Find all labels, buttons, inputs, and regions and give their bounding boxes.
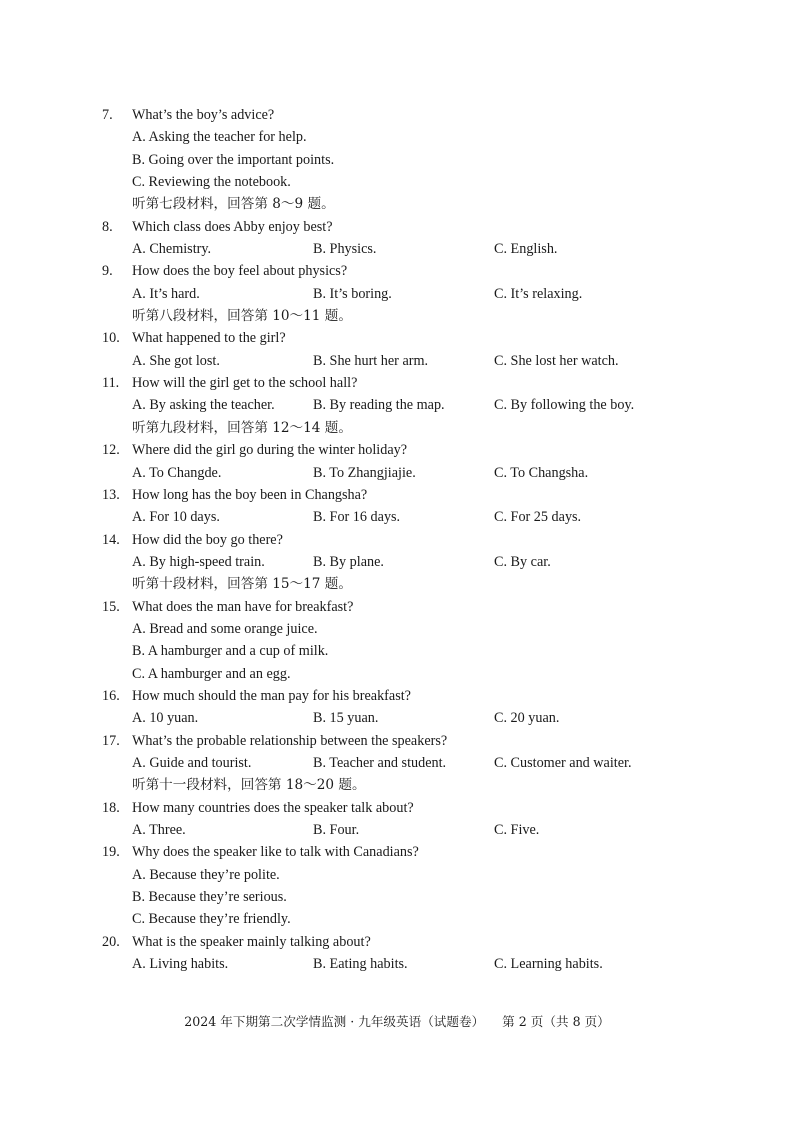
section-instruction-text: 听第九段材料，回答第 12～14 题。 bbox=[132, 419, 352, 436]
option-b: B. By reading the map. bbox=[313, 397, 445, 414]
options-row bbox=[0, 953, 794, 975]
question-stem bbox=[0, 372, 794, 394]
question-number: 12. bbox=[102, 442, 120, 459]
question-text: How much should the man pay for his breakfast? bbox=[132, 687, 411, 704]
options-row bbox=[0, 238, 794, 260]
option-b: B. Eating habits. bbox=[313, 956, 408, 973]
question-number: 17. bbox=[102, 732, 120, 749]
section-instruction-text: 听第七段材料，回答第 8～9 题。 bbox=[132, 196, 335, 213]
question-stem bbox=[0, 529, 794, 551]
question-stem bbox=[0, 439, 794, 461]
question-stem bbox=[0, 730, 794, 752]
option-a: A. Living habits. bbox=[132, 956, 229, 973]
question-text: What happened to the girl? bbox=[132, 330, 286, 347]
question-stem bbox=[0, 841, 794, 863]
option-row bbox=[0, 171, 794, 193]
option-row bbox=[0, 640, 794, 662]
question-number: 20. bbox=[102, 933, 120, 950]
option-c: C. It’s relaxing. bbox=[494, 285, 583, 302]
question-number: 9. bbox=[102, 263, 113, 280]
option-row bbox=[0, 618, 794, 640]
option-a: A. She got lost. bbox=[132, 352, 220, 369]
option-b: B. For 16 days. bbox=[313, 509, 401, 526]
options-row bbox=[0, 462, 794, 484]
options-row bbox=[0, 707, 794, 729]
section-instruction bbox=[0, 193, 794, 215]
question-number: 18. bbox=[102, 799, 120, 816]
question-stem bbox=[0, 260, 794, 282]
option-a: A. Asking the teacher for help. bbox=[132, 129, 307, 146]
option-c: C. A hamburger and an egg. bbox=[132, 665, 291, 682]
option-row bbox=[0, 663, 794, 685]
option-b: B. Going over the important points. bbox=[132, 151, 335, 168]
option-c: C. 20 yuan. bbox=[494, 710, 560, 727]
question-number: 15. bbox=[102, 598, 120, 615]
option-c: C. Learning habits. bbox=[494, 956, 603, 973]
option-row bbox=[0, 126, 794, 148]
option-c: C. English. bbox=[494, 241, 558, 258]
option-a: A. To Changde. bbox=[132, 464, 222, 481]
option-a: A. Because they’re polite. bbox=[132, 866, 280, 883]
question-text: How many countries does the speaker talk about? bbox=[132, 799, 414, 816]
option-a: A. Guide and tourist. bbox=[132, 754, 252, 771]
option-b: B. Four. bbox=[313, 822, 360, 838]
options-row bbox=[0, 394, 794, 416]
options-row bbox=[0, 752, 794, 774]
option-b: B. A hamburger and a cup of milk. bbox=[132, 643, 329, 660]
option-a: A. Chemistry. bbox=[132, 241, 212, 258]
question-list bbox=[0, 104, 794, 975]
question-text: How does the boy feel about physics? bbox=[132, 263, 348, 280]
option-a: A. Bread and some orange juice. bbox=[132, 620, 318, 637]
options-row bbox=[0, 283, 794, 305]
question-text: What is the speaker mainly talking about? bbox=[132, 933, 371, 950]
options-row bbox=[0, 819, 794, 841]
question-stem bbox=[0, 596, 794, 618]
section-instruction bbox=[0, 305, 794, 327]
option-c: C. For 25 days. bbox=[494, 509, 582, 526]
question-text: Which class does Abby enjoy best? bbox=[132, 218, 333, 235]
options-row bbox=[0, 506, 794, 528]
option-c: C. Five. bbox=[494, 822, 540, 838]
question-text: Why does the speaker like to talk with Canadians? bbox=[132, 844, 419, 861]
option-b: B. To Zhangjiajie. bbox=[313, 464, 416, 481]
question-stem bbox=[0, 685, 794, 707]
question-stem bbox=[0, 484, 794, 506]
question-stem bbox=[0, 797, 794, 819]
question-text: What’s the probable relationship between the speakers? bbox=[132, 732, 448, 749]
question-number: 7. bbox=[102, 107, 113, 123]
section-instruction-text: 听第十段材料，回答第 15～17 题。 bbox=[132, 576, 352, 593]
option-a: A. It’s hard. bbox=[132, 285, 200, 302]
option-row bbox=[0, 864, 794, 886]
section-instruction bbox=[0, 774, 794, 796]
section-instruction bbox=[0, 417, 794, 439]
option-a: A. By asking the teacher. bbox=[132, 397, 275, 414]
option-b: B. 15 yuan. bbox=[313, 710, 379, 727]
option-a: A. For 10 days. bbox=[132, 509, 220, 526]
option-c: C. By following the boy. bbox=[494, 397, 635, 414]
question-text: How long has the boy been in Changsha? bbox=[132, 486, 368, 503]
option-c: C. To Changsha. bbox=[494, 464, 589, 481]
option-c: C. By car. bbox=[494, 553, 551, 570]
option-c: C. Reviewing the notebook. bbox=[132, 174, 291, 191]
option-b: B. Physics. bbox=[313, 241, 377, 258]
option-b: B. By plane. bbox=[313, 553, 384, 570]
option-c: C. She lost her watch. bbox=[494, 352, 619, 369]
option-row bbox=[0, 149, 794, 171]
question-stem bbox=[0, 216, 794, 238]
question-number: 8. bbox=[102, 218, 113, 235]
footer-page-info: 第 2 页（共 8 页） bbox=[502, 1014, 610, 1029]
option-c: C. Because they’re friendly. bbox=[132, 911, 291, 928]
question-text: How did the boy go there? bbox=[132, 531, 283, 548]
section-instruction bbox=[0, 573, 794, 595]
page-footer bbox=[0, 1011, 794, 1030]
option-b: B. She hurt her arm. bbox=[313, 352, 429, 369]
question-stem bbox=[0, 104, 794, 126]
section-instruction-text: 听第八段材料，回答第 10～11 题。 bbox=[132, 308, 352, 325]
option-b: B. Because they’re serious. bbox=[132, 889, 287, 906]
option-b: B. It’s boring. bbox=[313, 285, 392, 302]
section-instruction-text: 听第十一段材料，回答第 18～20 题。 bbox=[132, 777, 366, 794]
question-stem bbox=[0, 327, 794, 349]
options-row bbox=[0, 551, 794, 573]
question-number: 11. bbox=[102, 375, 120, 392]
option-b: B. Teacher and student. bbox=[313, 754, 447, 771]
option-a: A. Three. bbox=[132, 822, 186, 838]
option-c: C. Customer and waiter. bbox=[494, 754, 632, 771]
footer-exam-title: 2024 年下期第二次学情监测 · 九年级英语（试题卷） bbox=[184, 1014, 485, 1029]
option-row bbox=[0, 886, 794, 908]
question-text: Where did the girl go during the winter holiday? bbox=[132, 442, 408, 459]
question-number: 16. bbox=[102, 687, 120, 704]
question-stem bbox=[0, 931, 794, 953]
option-a: A. 10 yuan. bbox=[132, 710, 199, 727]
option-a: A. By high-speed train. bbox=[132, 553, 265, 570]
question-text: How will the girl get to the school hall? bbox=[132, 375, 358, 392]
question-text: What’s the boy’s advice? bbox=[132, 107, 275, 123]
options-row bbox=[0, 350, 794, 372]
question-number: 13. bbox=[102, 486, 120, 503]
question-number: 10. bbox=[102, 330, 120, 347]
option-row bbox=[0, 908, 794, 930]
question-number: 14. bbox=[102, 531, 120, 548]
question-text: What does the man have for breakfast? bbox=[132, 598, 354, 615]
question-number: 19. bbox=[102, 844, 120, 861]
